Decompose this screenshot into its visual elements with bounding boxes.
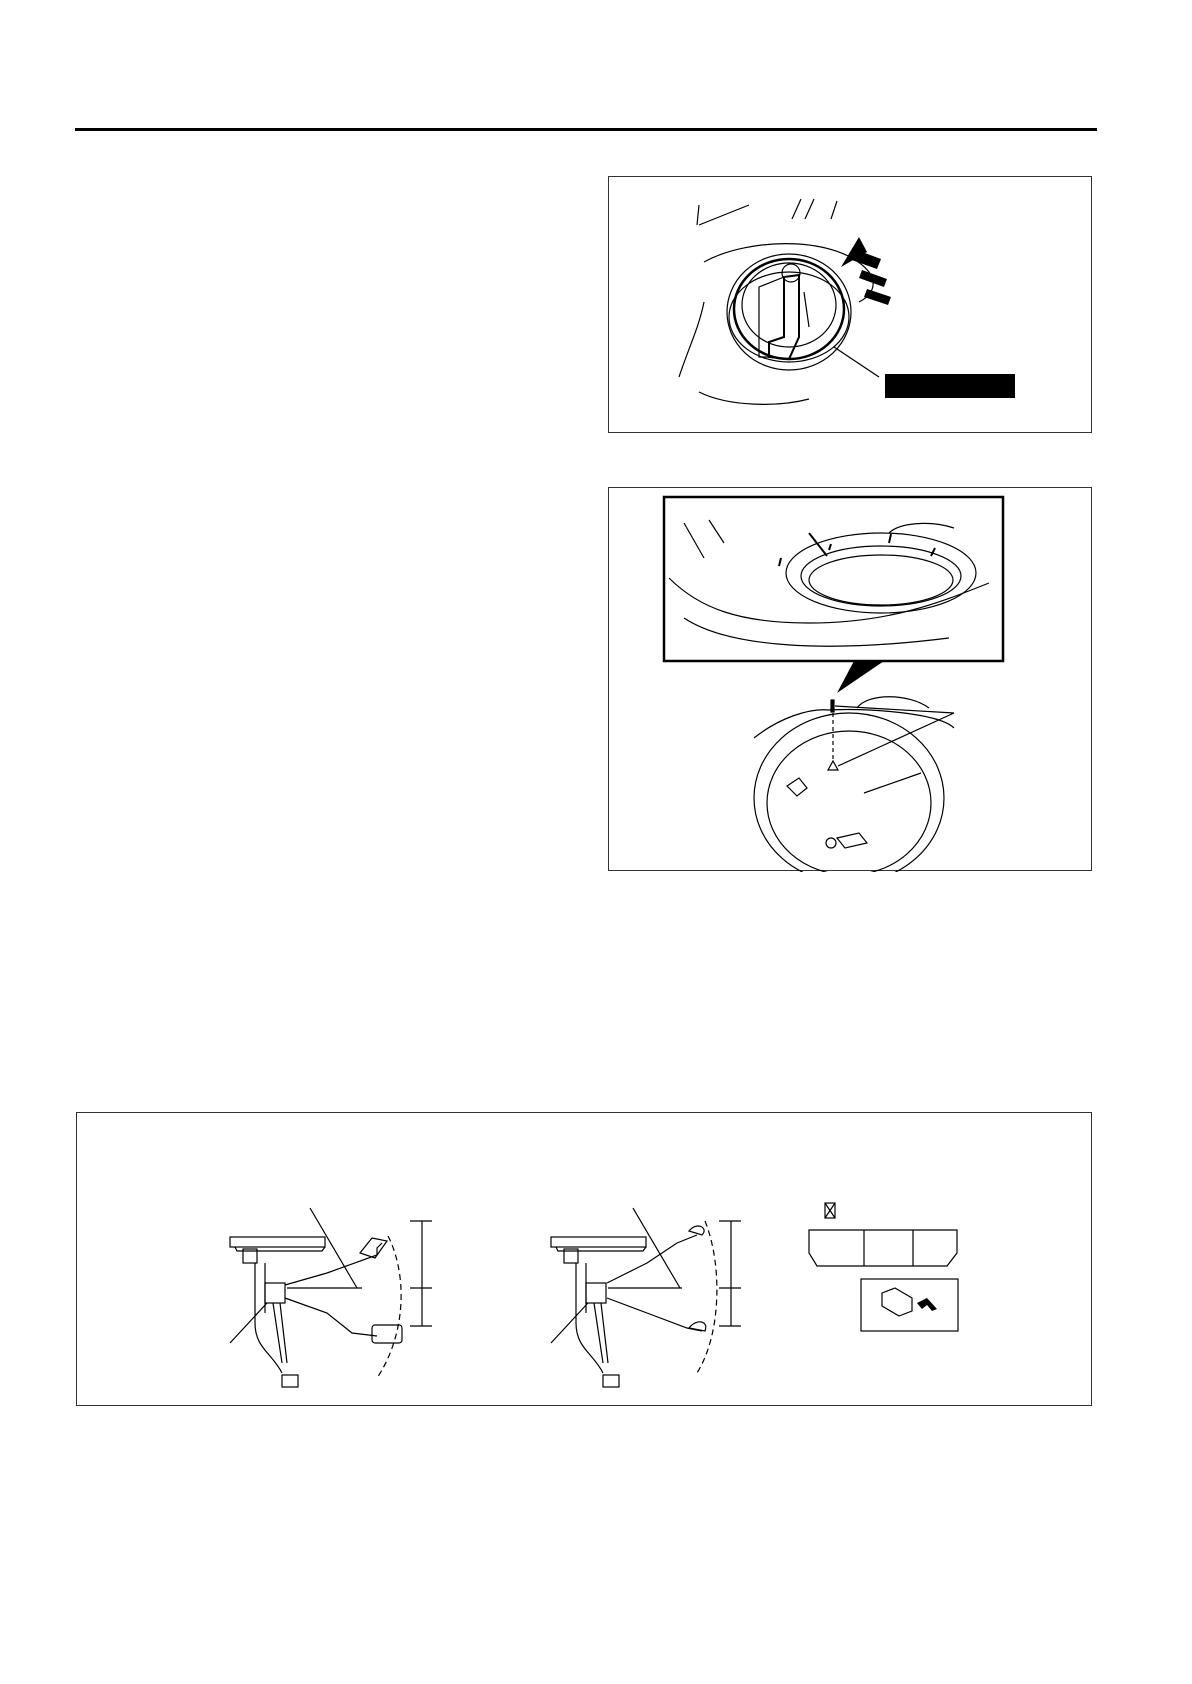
fuel-pump-alignment-marks-illustration [609,488,1093,872]
fuel-sender-float-check-illustration [77,1113,1093,1407]
fuel-pump-ring-wrench-illustration [609,177,1093,434]
figure-ring-nut-removal [608,176,1092,433]
header-rule [75,128,1097,131]
figure-alignment-marks [608,487,1092,871]
special-tool-label [885,374,1015,398]
figure-float-check [76,1112,1092,1406]
